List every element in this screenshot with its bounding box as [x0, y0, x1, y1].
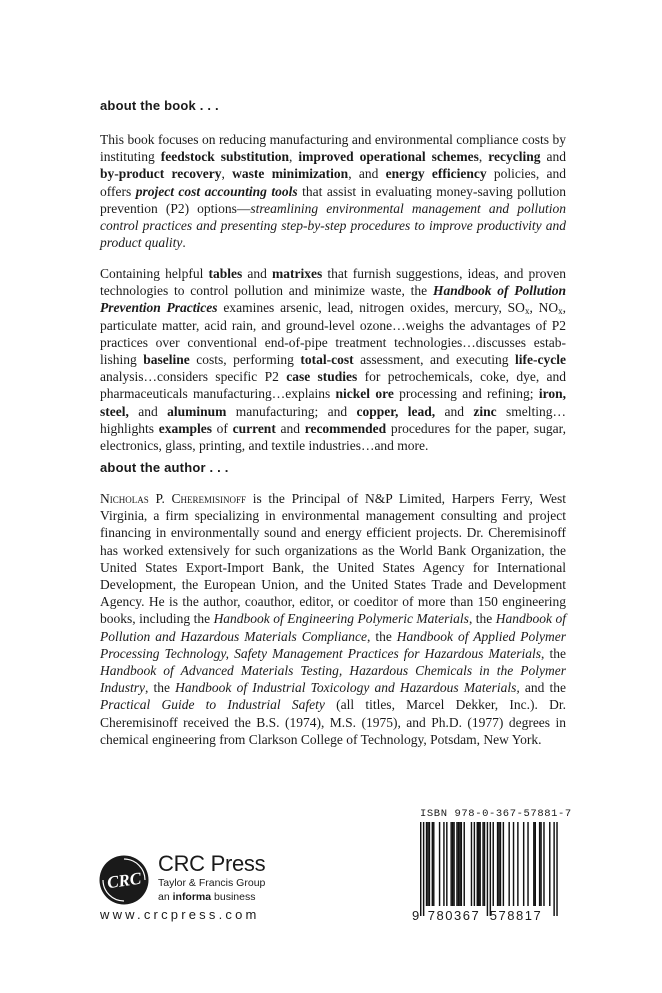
text-run: and: [128, 403, 168, 419]
text-run: copper, lead,: [356, 403, 436, 419]
text-run: costs, performing: [189, 352, 301, 368]
text-run: that assist in evaluating money-saving pollution prevention (P2) options—: [100, 183, 566, 216]
publisher-group: Taylor & Francis Group: [158, 877, 266, 889]
text-run: by-product recovery: [100, 166, 222, 182]
barcode-bar: [543, 822, 544, 906]
barcode-bar: [535, 822, 536, 906]
text-run: feedstock substitution: [160, 149, 290, 165]
text-run: procedures for the paper, sugar, electronics, glass, printing, and textile industries…and more.: [100, 420, 566, 454]
barcode-bar: [446, 822, 447, 906]
logo-text: CRC: [105, 868, 143, 893]
text-run: x: [558, 306, 563, 317]
text-run: improved operational schemes: [298, 149, 479, 165]
barcode-bar: [477, 822, 478, 906]
about-author-paragraph: [100, 490, 566, 748]
text-run: Handbook of Advanced Materials Testing, Hazardous Chemicals in the Polymer Industry: [100, 663, 566, 696]
barcode-bar: [500, 822, 501, 906]
text-run: Handbook of Engineering Polymeric Materials: [213, 611, 469, 627]
barcode-bar: [503, 822, 504, 906]
text-run: and: [242, 266, 273, 281]
text-run: project cost accounting tools: [135, 183, 298, 199]
barcode-bar: [433, 822, 434, 906]
barcode-left-digits: 780367: [427, 908, 481, 922]
barcode-bar: [464, 822, 465, 906]
text-run: , the: [366, 628, 397, 644]
barcode-bar: [427, 822, 428, 906]
text-run: nickel ore: [335, 386, 394, 402]
barcode-bar: [471, 822, 472, 906]
barcode-bar: [459, 822, 460, 906]
barcode-bar: [450, 822, 451, 906]
text-run: ,: [221, 166, 233, 182]
text-run: assessment, and executing: [353, 352, 516, 368]
barcode-bar: [540, 822, 541, 906]
text-run: , the: [145, 680, 176, 696]
text-run: , particulate matter, acid rain, and ground-level ozone…weighs the advantages of P2 practices over conventional end-of-pipe treatment technologies…discusses establishing: [100, 300, 566, 368]
tagline-suffix: business: [211, 891, 256, 903]
about-book-paragraph-1: [100, 131, 566, 251]
text-run: x: [524, 306, 530, 317]
text-run: zinc: [473, 403, 497, 419]
barcode-bar: [478, 822, 479, 906]
tagline-brand: informa: [172, 891, 212, 903]
text-run: This book focuses on reducing manufacturing and environmental compliance costs by instituting: [100, 132, 566, 165]
text-run: (all titles, Marcel Dekker, Inc.). Dr. Cheremisinoff received the B.S. (1974), M.S. (1975), and Ph.D. (1977) degrees in chemical engineering from Clarkson College of Technology, Potsdam, New York.: [100, 697, 566, 747]
barcode-bar: [517, 822, 518, 906]
text-run: manufacturing; and: [226, 403, 357, 419]
barcode-bar: [432, 822, 433, 906]
text-run: , the: [541, 645, 566, 661]
crc-press-logo: [99, 855, 149, 905]
barcode-bar: [513, 822, 514, 906]
text-run: Handbook of Applied Polymer Processing Technology, Safety Management Practices for Hazardous Materials: [100, 628, 566, 661]
barcode-bar: [452, 822, 453, 906]
barcode-bar: [479, 822, 480, 906]
barcode-bar: [508, 822, 509, 906]
barcode-bar: [420, 822, 421, 916]
text-run: energy efficiency: [385, 166, 487, 182]
barcode-bar: [482, 822, 483, 906]
text-run: Handbook of Pollution and Hazardous Materials Compliance: [100, 611, 566, 644]
barcode-bar: [549, 822, 550, 906]
barcode-bar: [453, 822, 454, 906]
text-run: that furnish suggestions, ideas, and proven technologies to control pollution and minimize waste, the: [100, 266, 566, 299]
text-run: recycling: [488, 149, 541, 165]
text-run: baseline: [143, 352, 190, 368]
tagline-prefix: an: [158, 891, 173, 903]
text-run: analysis…considers specific P2: [100, 369, 287, 385]
text-run: life-cycle: [515, 352, 566, 368]
about-book-paragraph-2: [100, 265, 566, 454]
text-run: policies, and offers: [100, 166, 567, 199]
text-run: Handbook of Industrial Toxicology and Hazardous Materials,: [175, 680, 520, 696]
barcode-bar: [539, 822, 540, 906]
text-run: tables: [208, 266, 243, 281]
text-run: streamlining environmental management and pollution control practices and presenting step-by-step procedures to improve productivity and product quality: [100, 200, 566, 251]
isbn-label: ISBN 978-0-367-57881-7: [420, 808, 572, 820]
barcode-bar: [439, 822, 440, 906]
text-run: is the Principal of N&P Limited, Harpers Ferry, West Virginia, a firm specializing in environmental management consulting and project financing in environmentally sound and energy efficient projects. Dr. Cheremisinoff has worked extensively for such organizations as the World Bank Organization, the United States Export-Import Bank, the United States Agency for International Development, the European Union, and the United States Trade and Development Agency. He is the author, coauthor, editor, or coeditor of more than 150 engineering books, including the: [100, 491, 566, 627]
barcode-bar: [553, 822, 554, 916]
barcode-bar: [523, 822, 524, 906]
barcode-bar: [490, 822, 491, 916]
barcode-bar: [461, 822, 462, 906]
publisher-tagline: [158, 891, 255, 903]
text-run: total-cost: [300, 352, 354, 368]
barcode-bar: [493, 822, 494, 906]
text-run: for petrochemicals, coke, dye, and pharmaceuticals manufacturing…explains: [100, 369, 567, 402]
text-run: current: [232, 420, 276, 436]
publisher-url[interactable]: www.crcpress.com: [100, 907, 260, 922]
barcode-bar: [497, 822, 498, 906]
barcode-bar: [429, 822, 430, 906]
text-run: , and: [348, 166, 386, 182]
text-run: , NO: [529, 300, 559, 316]
barcode-bar: [556, 822, 557, 916]
barcode-bar: [498, 822, 499, 906]
barcode-bar: [533, 822, 534, 906]
text-run: ,: [478, 149, 489, 165]
barcode-bar: [458, 822, 459, 906]
about-author-heading: about the author . . .: [100, 460, 229, 475]
barcode-bar: [487, 822, 488, 916]
text-run: recommended: [304, 420, 387, 436]
text-run: .: [182, 235, 186, 251]
text-run: Handbook of Pollution Prevention Practices: [100, 283, 566, 316]
text-run: case studies: [286, 369, 358, 385]
barcode-bar: [484, 822, 485, 906]
text-run: Nicholas P. Cheremisinoff: [100, 491, 247, 506]
barcode-bar: [423, 822, 424, 916]
text-run: smelting… highlights: [100, 403, 566, 436]
text-run: Practical Guide to Industrial Safety: [100, 697, 325, 713]
barcode-lead-digit: 9: [412, 908, 420, 922]
barcode-bars: [420, 822, 558, 916]
text-run: and the: [519, 680, 566, 696]
text-run: Containing helpful: [100, 266, 209, 281]
isbn-barcode: [410, 822, 562, 922]
text-run: matrixes: [272, 266, 323, 281]
text-run: and: [275, 420, 305, 436]
text-run: , the: [468, 611, 496, 627]
barcode-bar: [426, 822, 427, 906]
text-run: of: [211, 420, 233, 436]
text-run: aluminum: [167, 403, 227, 419]
text-run: processing and refining;: [393, 386, 539, 402]
barcode-bar: [474, 822, 475, 906]
about-book-heading: about the book . . .: [100, 98, 219, 113]
text-run: and: [435, 403, 474, 419]
text-run: examines arsenic, lead, nitrogen oxides, mercury, SO: [217, 300, 525, 316]
text-run: iron, steel,: [100, 386, 566, 419]
text-run: waste minimization: [232, 166, 349, 182]
barcode-bar: [527, 822, 528, 906]
text-run: ,: [289, 149, 299, 165]
barcode-bar: [456, 822, 457, 906]
text-run: examples: [158, 420, 212, 436]
publisher-name: CRC Press: [158, 851, 266, 876]
barcode-bar: [443, 822, 444, 906]
text-run: and: [540, 149, 566, 165]
barcode-right-digits: 578817: [489, 908, 543, 922]
